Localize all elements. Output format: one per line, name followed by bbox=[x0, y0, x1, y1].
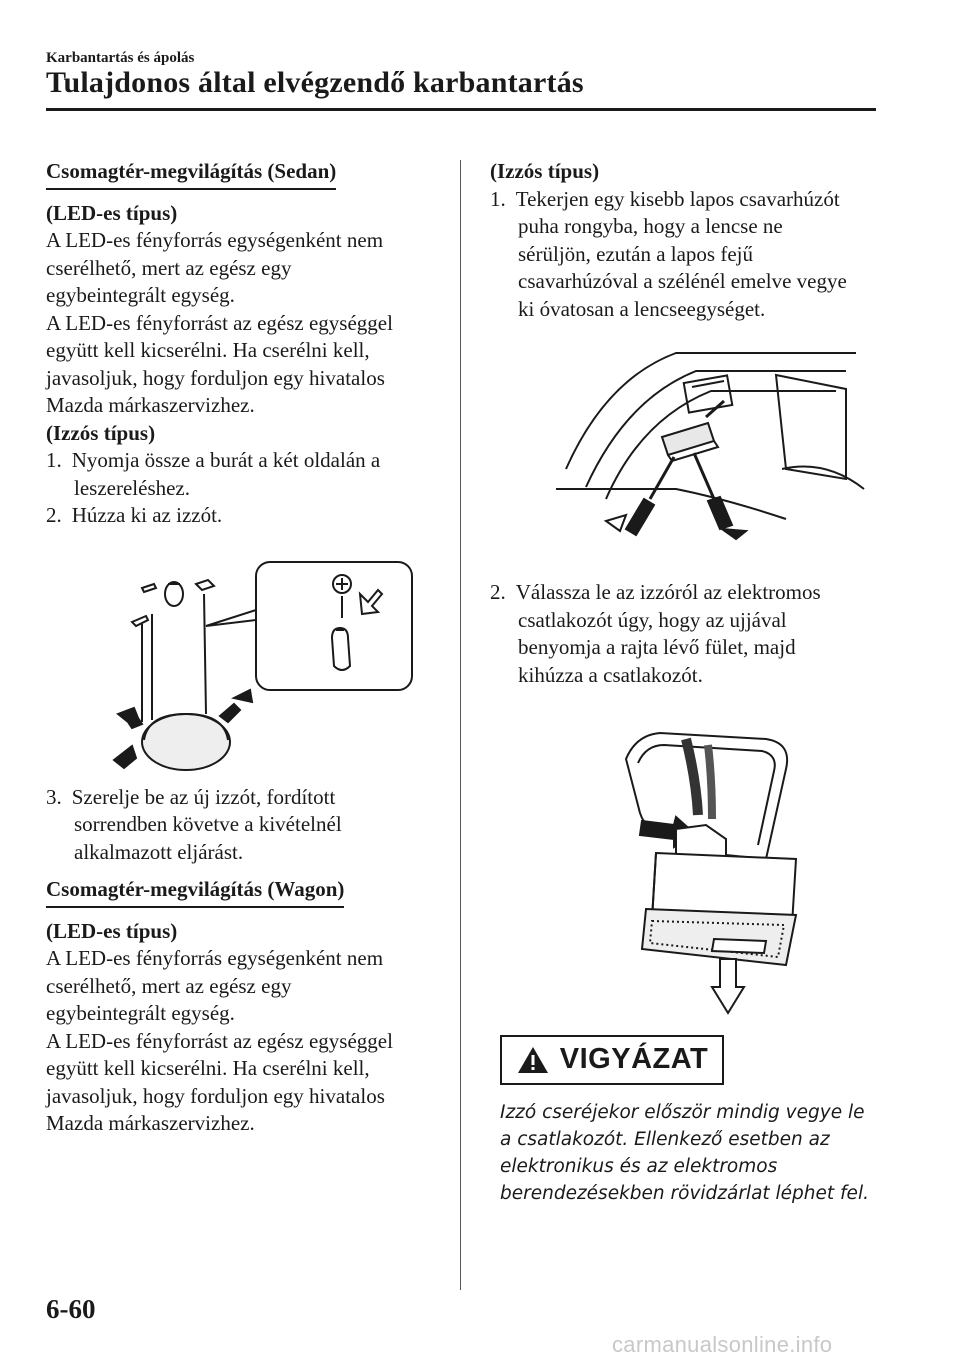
column-divider bbox=[460, 160, 461, 1290]
wagon-led-line: Mazda márkaszervizhez. bbox=[46, 1111, 255, 1135]
step-3: 3. Szerelje be az új izzót, fordított bbox=[46, 784, 336, 809]
step-3-cont: sorrendben követve a kivételnél bbox=[74, 812, 342, 836]
wagon-heading: Csomagtér-megvilágítás (Wagon) bbox=[46, 876, 344, 908]
lens-removal-figure bbox=[546, 349, 866, 549]
led-line: A LED-es fényforrás egységenként nem bbox=[46, 228, 384, 252]
page-number: 6-60 bbox=[46, 1294, 96, 1324]
right-step-1-cont: sérüljön, ezután a lapos fejű bbox=[518, 241, 753, 266]
step-1: 1. Nyomja össze a burát a két oldalán a bbox=[46, 448, 381, 472]
step-2: 2. Húzza ki az izzót. bbox=[46, 503, 223, 527]
sedan-heading: Csomagtér-megvilágítás (Sedan) bbox=[46, 158, 336, 190]
wagon-led-heading: (LED-es típus) bbox=[46, 918, 178, 943]
caution-box bbox=[500, 1035, 724, 1085]
caution-text: Izzó cseréjekor először mindig vegye le a csatlakozót. Ellenkező esetben az elektronikus és az elektromos berendezésekben rövidzárlat léphet fel. bbox=[500, 1102, 869, 1204]
right-step-2: 2. Válassza le az izzóról az elektromos bbox=[490, 580, 821, 604]
connector-removal-figure bbox=[616, 729, 856, 1019]
led-line: Mazda márkaszervizhez. bbox=[46, 393, 255, 417]
warning-triangle-icon bbox=[516, 1045, 550, 1075]
right-bulb-heading: (Izzós típus) bbox=[490, 159, 600, 183]
led-line: A LED-es fényforrást az egész egységgel bbox=[46, 310, 393, 335]
led-line: javasoljuk, hogy forduljon egy hivatalos bbox=[46, 365, 385, 390]
led-type-heading: (LED-es típus) bbox=[46, 200, 178, 225]
section-label: Karbantartás és ápolás bbox=[46, 50, 195, 66]
right-step-1-cont: puha rongyba, hogy a lencse ne bbox=[518, 214, 783, 238]
wagon-led-line: javasoljuk, hogy forduljon egy hivatalos bbox=[46, 1083, 385, 1108]
led-line: egybeintegrált egység. bbox=[46, 283, 235, 307]
wagon-led-line: együtt kell kicserélni. Ha cserélni kell, bbox=[46, 1056, 370, 1080]
right-step-1-cont: ki óvatosan a lencseegységet. bbox=[518, 296, 766, 321]
right-step-2-cont: kihúzza a csatlakozót. bbox=[518, 662, 703, 687]
sedan-bulb-figure bbox=[56, 554, 436, 778]
bulb-type-heading: (Izzós típus) bbox=[46, 420, 156, 445]
page-title: Tulajdonos által elvégzendő karbantartás bbox=[46, 66, 584, 99]
title-rule bbox=[46, 108, 876, 111]
left-column bbox=[46, 158, 446, 1138]
caution-label: VIGYÁZAT bbox=[559, 1043, 709, 1076]
right-step-1-cont: csavarhúzóval a szélénél emelve vegye bbox=[518, 269, 847, 293]
wagon-led-line: A LED-es fényforrást az egész egységgel bbox=[46, 1028, 393, 1053]
led-line: cserélhető, mert az egész egy bbox=[46, 255, 292, 280]
step-1-cont: leszereléshez. bbox=[74, 475, 191, 500]
right-column bbox=[490, 158, 890, 1207]
wagon-led-line: egybeintegrált egység. bbox=[46, 1001, 235, 1025]
step-3-cont: alkalmazott eljárást. bbox=[74, 839, 244, 864]
wagon-led-line: cserélhető, mert az egész egy bbox=[46, 973, 292, 998]
watermark: carmanualsonline.info bbox=[612, 1332, 833, 1357]
right-step-2-cont: csatlakozót úgy, hogy az ujjával bbox=[518, 607, 787, 632]
right-step-1: 1. Tekerjen egy kisebb lapos csavarhúzót bbox=[490, 186, 840, 211]
led-line: együtt kell kicserélni. Ha cserélni kell, bbox=[46, 338, 370, 362]
wagon-led-line: A LED-es fényforrás egységenként nem bbox=[46, 946, 384, 970]
right-step-2-cont: benyomja a rajta lévő fület, majd bbox=[518, 635, 796, 659]
